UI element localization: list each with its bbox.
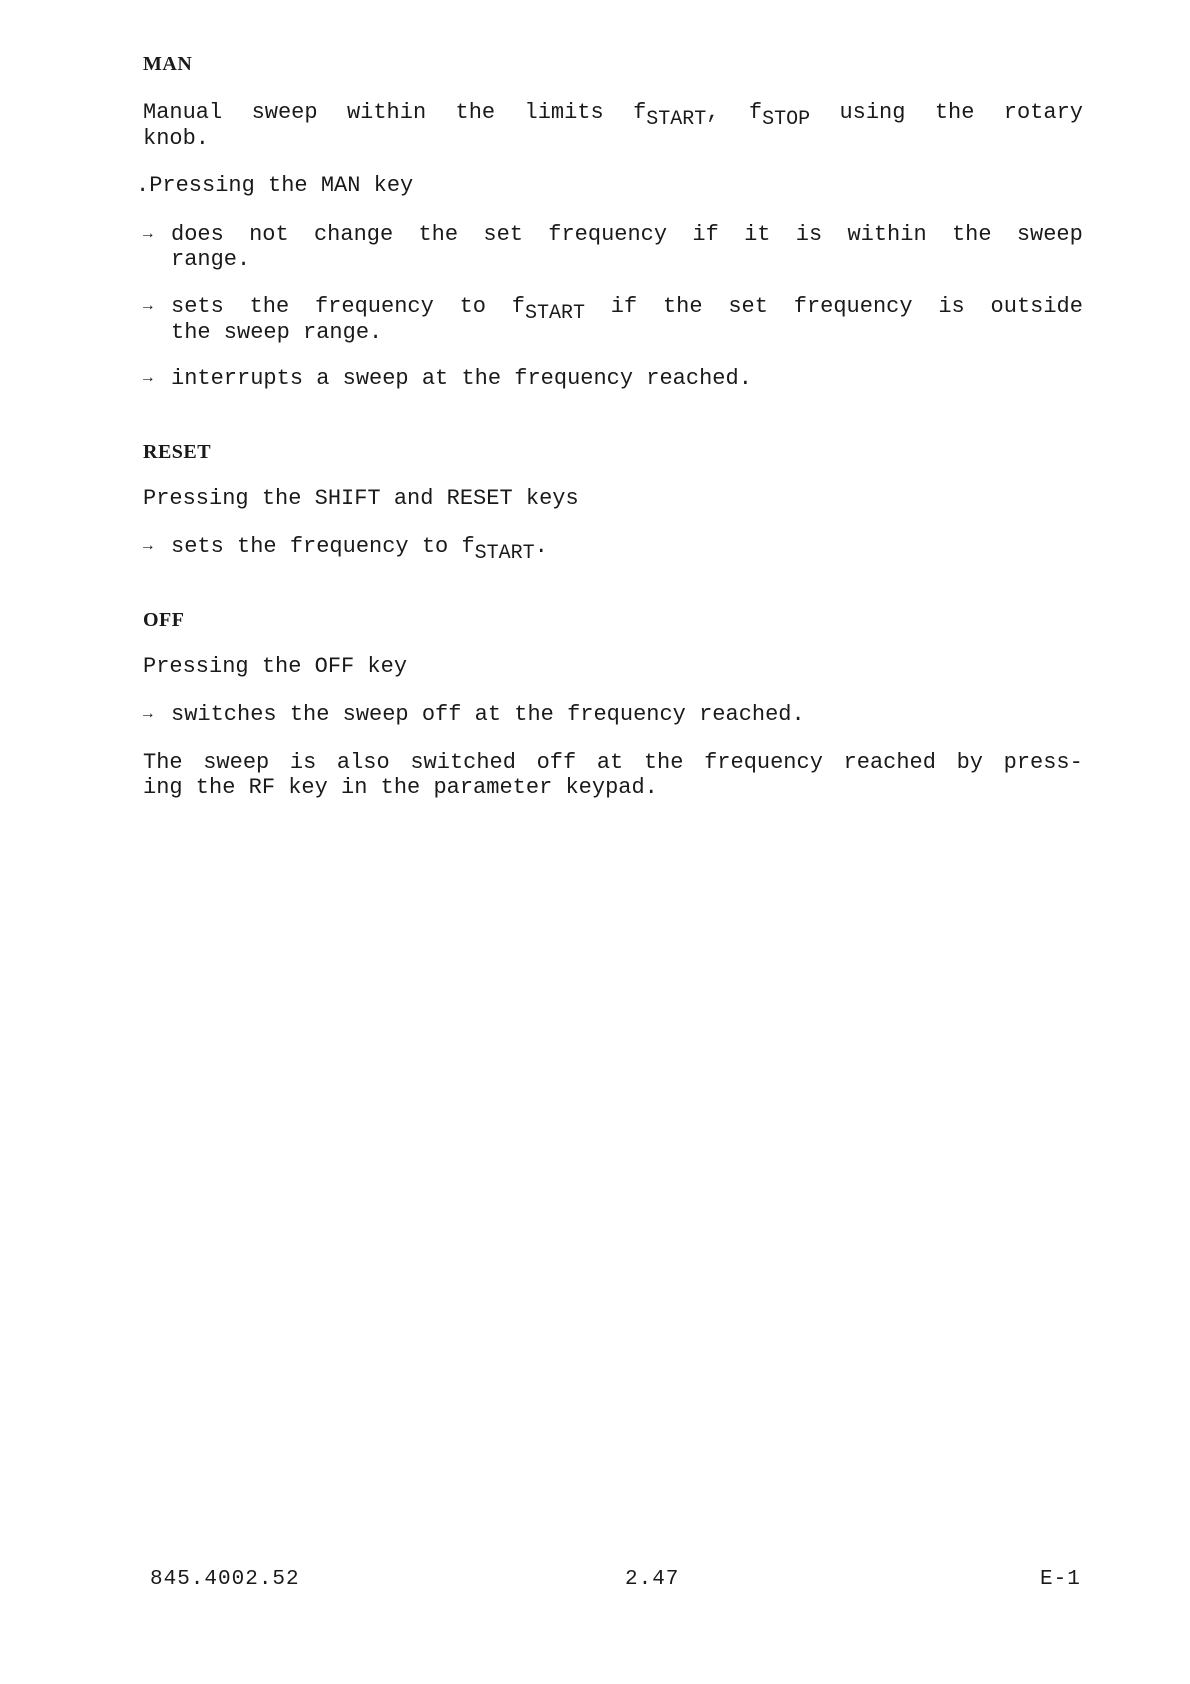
word: using (839, 100, 906, 125)
arrow-bullet-icon: → (143, 225, 153, 243)
fstart-symbol: fSTART, (633, 100, 720, 131)
arrow-bullet-icon: → (143, 537, 153, 555)
word: within (346, 100, 427, 125)
arrow-bullet-icon: → (143, 297, 153, 315)
footer-doc-number: 845.4002.52 (150, 1568, 300, 1591)
arrow-bullet-icon: → (143, 705, 153, 723)
word: Manual (143, 100, 223, 125)
word: sweep (251, 100, 318, 125)
fstart-symbol: fSTART (511, 294, 585, 325)
fstart-symbol: fSTART (461, 534, 535, 565)
document-page: MAN Manual sweep within the limits fSTART, fSTOP using the rotary knob. .Pressing the MAN key → does not change the set frequency if it is within the sweep range. → sets the frequency to fSTART if the set frequency is outside the sweep range. → interrupts a sweep at the frequency reached. RESET Pressing the SHIFT and RESET keys → sets the frequency to fSTART. OFF Pressing the OFF key → switches the sweep off at the frequency reached. The sweep is also switched off at the frequency reached by press- ing the RF key in the parameter keypad. 845.4002.52 2.47 E-1 (136, 53, 1083, 1591)
section-heading-off: OFF (143, 609, 185, 631)
word: the (934, 100, 975, 125)
footer-page-number: 2.47 (625, 1568, 680, 1591)
fstop-symbol: fSTOP (748, 100, 811, 131)
arrow-bullet-icon: → (143, 369, 153, 387)
man-description (143, 100, 1083, 151)
off-paragraph: The sweep is also switched off at the frequency reached by press- ing the RF key in the parameter keypad. (143, 750, 1083, 800)
man-description-line2: knob. (143, 126, 210, 151)
word: limits (524, 100, 604, 125)
off-pressing-text: Pressing the OFF key (143, 654, 408, 679)
man-pressing-text: .Pressing the MAN key (136, 173, 414, 198)
section-heading-reset: RESET (143, 441, 212, 463)
footer-edition: E-1 (1040, 1568, 1081, 1591)
section-heading-man: MAN (143, 53, 193, 75)
man-description-line1 (143, 100, 1083, 131)
word: the (455, 100, 496, 125)
word: rotary (1003, 100, 1083, 125)
reset-pressing-text: Pressing the SHIFT and RESET keys (143, 486, 579, 511)
